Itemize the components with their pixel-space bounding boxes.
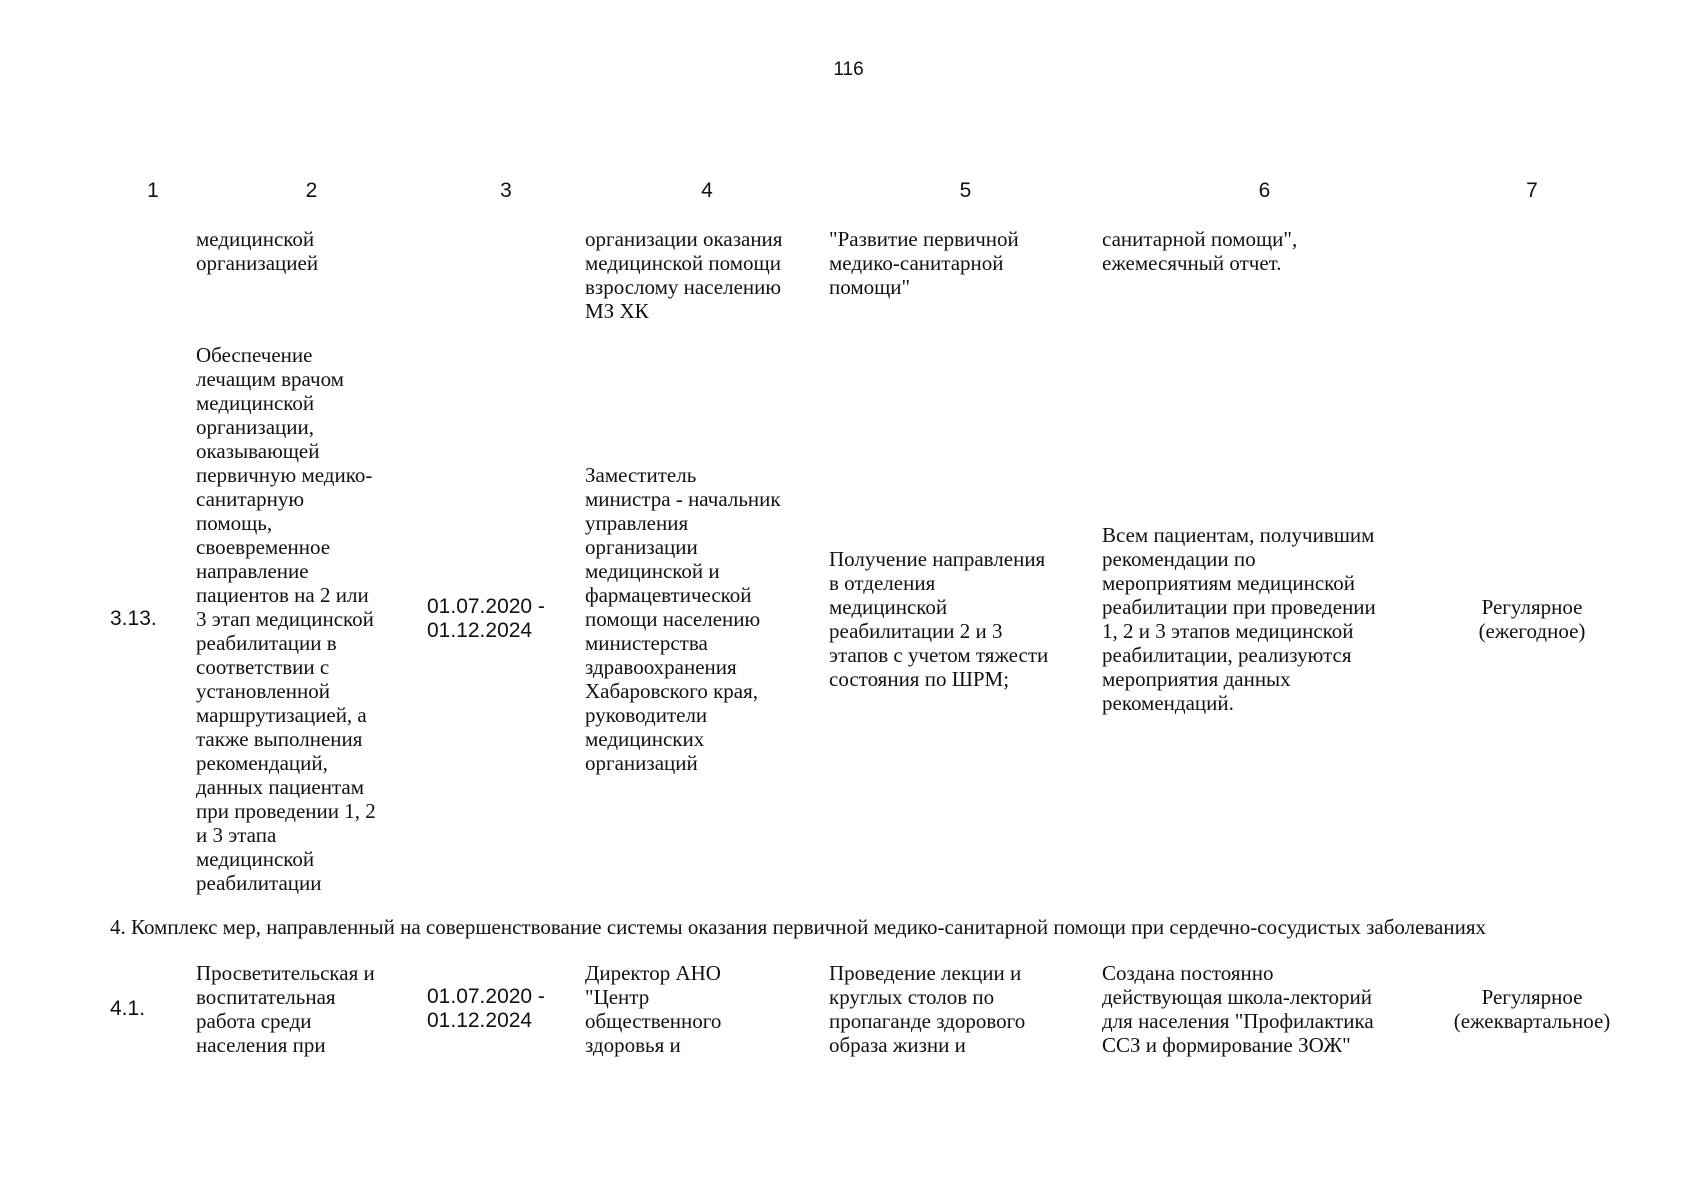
cell-result: Проведение лекции и круглых столов по пропаганде здорового образа жизни и xyxy=(829,961,1026,1057)
header-col-4: 4 xyxy=(701,179,713,202)
header-col-1: 1 xyxy=(147,179,159,202)
header-col-3: 3 xyxy=(500,179,512,202)
table-header-row xyxy=(110,179,1637,227)
header-col-6: 6 xyxy=(1258,179,1271,202)
cell-responsible: Заместитель министра - начальник управления организации медицинской и фармацевтической помощи населению министерства здравоохранения Хабаровского края, руководители медицинских организаций xyxy=(585,463,781,775)
header-col-7: 7 xyxy=(1526,179,1538,202)
cell-dates: 01.07.2020 - 01.12.2024 xyxy=(427,985,545,1032)
cell-num: 4.1. xyxy=(110,997,146,1020)
cell-indicator: Всем пациентам, получившим рекомендации по мероприятиям медицинской реабилитации при проведении 1, 2 и 3 этапов медицинской реабилитации, реализуются мероприятия данных рекомендаций. xyxy=(1102,523,1376,715)
cell-measure: Обеспечение лечащим врачом медицинской организации, оказывающей первичную медико- санитарную помощь, своевременное направление пациентов на 2 или 3 этап медицинской реабилитации в соответствии с установленной маршрутизацией, а также выполнения рекомендаций, данных пациентам при проведении 1, 2 и 3 этапа медицинской реабилитации xyxy=(196,343,376,895)
section-4-row xyxy=(110,895,1637,961)
header-col-5: 5 xyxy=(959,179,972,202)
row-spacer xyxy=(110,323,1637,343)
cell-frequency: Регулярное (ежеквартальное) xyxy=(1453,985,1611,1033)
cell-result: "Развитие первичной медико-санитарной помощи" xyxy=(829,227,1019,299)
cell-dates xyxy=(427,227,585,323)
measures-table xyxy=(110,179,1637,1057)
header-col-2: 2 xyxy=(305,179,318,202)
cell-dates: 01.07.2020 - 01.12.2024 xyxy=(427,595,545,642)
section-title: 4. Комплекс мер, направленный на совершенствование системы оказания первичной медико-санитарной помощи при сердечно-сосудистых заболеваниях xyxy=(110,915,1487,939)
cell-responsible: организации оказания медицинской помощи взрослому населению МЗ ХК xyxy=(585,227,783,323)
table-row-4-1 xyxy=(110,961,1637,1057)
table-row-continued xyxy=(110,227,1637,323)
spacer-cell xyxy=(110,323,1637,343)
cell-frequency: Регулярное (ежегодное) xyxy=(1478,595,1586,643)
cell-frequency xyxy=(1427,227,1637,323)
cell-num: 3.13. xyxy=(110,607,157,630)
cell-measure: медицинской организацией xyxy=(196,227,319,275)
cell-indicator: Создана постоянно действующая школа-лекторий для населения "Профилактика ССЗ и формирование ЗОЖ" xyxy=(1102,961,1374,1057)
cell-result: Получение направления в отделения медицинской реабилитации 2 и 3 этапов с учетом тяжести состояния по ШРМ; xyxy=(829,547,1049,691)
cell-indicator: санитарной помощи", ежемесячный отчет. xyxy=(1102,227,1298,275)
page-number: 116 xyxy=(833,59,864,80)
cell-measure: Просветительская и воспитательная работа среди населения при xyxy=(196,961,375,1057)
cell-num xyxy=(110,227,196,323)
cell-responsible: Директор АНО "Центр общественного здоровья и xyxy=(585,961,722,1057)
table-row-3-13 xyxy=(110,343,1637,895)
